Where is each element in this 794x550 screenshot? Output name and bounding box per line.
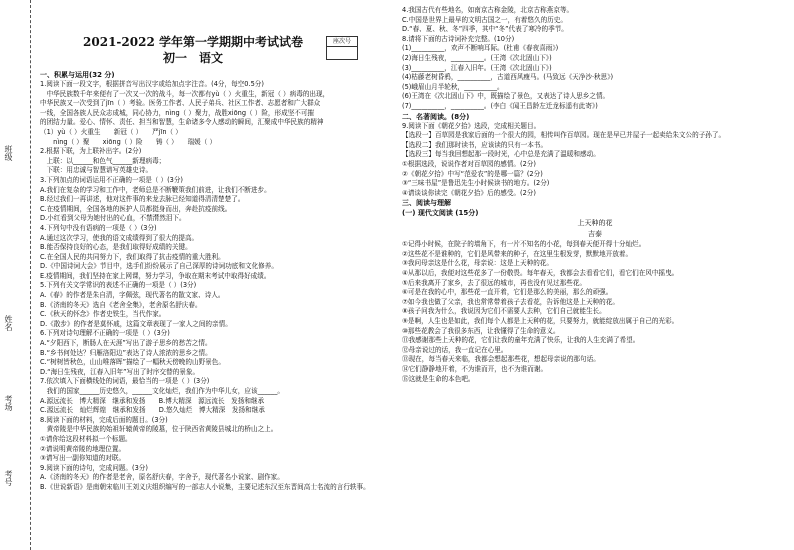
left-line: ①请你给这段材料拟一个标题。: [40, 434, 132, 443]
left-line: 8.阅读下面的材料，完成后面的题目。(3分): [40, 415, 168, 424]
left-line: D.《散步》的作者是莫怀戚，这篇文章表现了一家人之间的亲情。: [40, 319, 232, 328]
left-line: D.“海日生残夜，江春入旧年”写出了时序交替的景象。: [40, 367, 200, 376]
right-line: 【选段二】我们那时读书，应该读的只有一本书。: [402, 140, 548, 149]
left-line: 9.阅读下面的诗句，完成问题。(3分): [40, 463, 148, 472]
right-column: [402, 6, 788, 546]
left-line: C.在全国人民的共同努力下，我们取得了抗击疫情的重大胜利。: [40, 252, 225, 261]
right-line: ⑭它们静静地开着，不为谁而开，也不为谁而谢。: [402, 365, 548, 373]
right-line: ④请谈谈你读完《朝花夕拾》后的感受。(2分): [402, 188, 536, 197]
left-line: 我们的国家______历史悠久，______文化灿烂，我们作为中华儿女，应该______。: [40, 387, 284, 395]
left-line: 中华民族又一次受到了jīn（ ）考验。医务工作者、人民子弟兵、社区工作者、志愿者和广大群众: [40, 99, 321, 108]
left-line: C.《秋天的怀念》作者史铁生，当代作家。: [40, 310, 166, 319]
right-line: ⑨是啊，人生也是如此，我们每个人都是上天种的花，只要努力，就能绽放出属于自己的光彩。: [402, 317, 679, 326]
left-line: A.“夕阳西下，断肠人在天涯”写出了游子思乡的愁苦之情。: [40, 339, 212, 348]
left-line: A.《济南的冬天》的作者是老舍，原名舒庆春，字舍予，现代著名小说家、剧作家。: [40, 473, 284, 482]
right-line: C.中国是世界上最早的文明古国之一，有着悠久的历史。: [402, 15, 567, 24]
left-line: E.疫情期间，我们坚持在家上网课，努力学习，争取在期末考试中取得好成绩。: [40, 271, 271, 280]
right-line: ③“三味书屋”是鲁迅先生小时候读书的地方。(2分): [402, 179, 550, 188]
right-line: ③我问母亲这是什么花，母亲说：这是上天种的花。: [402, 259, 553, 268]
left-line: 黄帝陵是中华民族的始祖轩辕黄帝的陵墓，位于陕西省黄陵县城北的桥山之上。: [40, 425, 278, 434]
right-line: 8.请将下面的古诗词补充完整。(10分): [402, 34, 515, 43]
right-line: 【选段三】每当我回想起那一段时光，心中总是充满了温暖和感动。: [402, 150, 600, 159]
right-line: 吉泰: [588, 230, 602, 239]
left-line: B.经过我们一再讲述，他对这件事的来龙去脉已经知道得清清楚楚了。: [40, 195, 245, 204]
left-line: 下联：用忠诚与智慧谱写英雄史诗。: [40, 166, 153, 175]
exam-title: 2021-2022 学年第一学期期中考试试卷: [83, 35, 303, 49]
right-line: ①记得小时候，在院子的墙角下，有一片不知名的小花，每到春天便开得十分灿烂。: [402, 240, 646, 249]
binding-label-room: 考场: [4, 395, 13, 411]
right-column-body: [402, 6, 788, 384]
left-line: nìng（ ）聚 xiōng（ ）险 铸（ ） 瑞媛（ ）: [40, 137, 217, 146]
left-line: D.《中国诗词大会》节目中，选手们纷纷展示了自己深厚的诗词功底和文化修养。: [40, 262, 278, 271]
left-line: A.源远流长 博大精深 继承和发扬 B.博大精深 源远流长 发扬和继承: [40, 396, 265, 405]
left-line: A.《春》的作者是朱自清，字佩弦，现代著名的散文家、诗人。: [40, 291, 225, 300]
right-line: ④从那以后，我便对这些花多了一份敬畏。每年春天，我都会去看看它们，看它们在风中摇曳。: [402, 269, 679, 278]
left-line: （1）yù（ ）火重生 新冠（ ） 严jīn（ ）: [40, 127, 182, 136]
right-line: ⑤后来我离开了家乡，去了很远的城市，再也没有见过那些花。: [402, 278, 586, 287]
left-column: [40, 6, 386, 546]
right-line: ⑫母亲说过的话，我一直记在心里。: [402, 345, 508, 354]
left-line: C.源远流长 灿烂辉煌 继承和发扬 D.悠久灿烂 博大精深 发扬和继承: [40, 406, 265, 415]
right-line: (4)枯藤老树昏鸦，__________，古道西风瘦马。(马致远《天净沙·秋思》): [402, 73, 614, 82]
right-line: ②这些花不是谁种的，它们是风带来的种子，在这里生根发芽，默默地开放着。: [402, 249, 633, 258]
left-line: C.“树树皆秋色，山山唯落晖”描绘了一幅秋天傍晚的山野景色。: [40, 358, 225, 367]
left-line: 的团结力量。爱心、情怀、责任、担当和智慧，生命诸多令人感动的瞬间，汇聚成中华民族的精神: [40, 118, 324, 127]
left-line: 6.下列对诗句理解不正确的一项是（ ）(3分): [40, 329, 170, 338]
left-line: A.我们在复杂的学习和工作中，老师总是不断鞭策我们前进，让我们不断进步。: [40, 185, 271, 194]
right-line: ⑥可是在我的心中，那些花一直开着，它们是那么的美丽，那么的顽强。: [402, 288, 613, 297]
right-line: 9.阅读下面《朝花夕拾》选段，完成相关题目。: [402, 121, 541, 130]
left-line: 2.根据下联，为上联补出字。(2分): [40, 147, 142, 156]
right-line: ⑬现在，每当春天来临，我都会想起那些花，想起母亲说的那句话。: [402, 355, 600, 364]
left-line: B.“乡书何处达？归雁洛阳边”表达了诗人浓浓的思乡之情。: [40, 348, 212, 357]
right-line: (5)峨眉山月半轮秋，__________。: [402, 82, 504, 91]
left-line: B.能否保持良好的心态，是我们取得好成绩的关键。: [40, 243, 192, 252]
right-line: (7)__________，__________。(李白《闻王昌龄左迁龙标遥有此寄》): [402, 101, 598, 110]
exam-subtitle: 初一 语文: [162, 51, 223, 65]
left-line: A.通过这次学习，使我的语文成绩得到了很大的提高。: [40, 233, 199, 242]
right-line: (1)__________，欢声不断响耳际。(杜甫《春夜喜雨》): [402, 44, 559, 53]
left-line: D.小红看到父母为她付出的心血，不禁潸然泪下。: [40, 214, 186, 223]
right-line: ⑩那些花教会了我很多东西，让我懂得了生命的意义。: [402, 326, 560, 335]
binding-label-class: 班级: [4, 145, 13, 161]
binding-margin: [0, 0, 36, 550]
left-line: 4.下列句中没有语病的一项是（ ）(3分): [40, 223, 157, 232]
left-line: C.在疫情期间，全国各地的医护人员都挺身而出，奔赴抗疫前线。: [40, 204, 232, 213]
binding-label-name: 姓名: [4, 315, 13, 331]
left-line: 一、积累与运用(32 分): [40, 71, 115, 79]
right-line: D.“春、夏、秋、冬”四季，其中“冬”代表了寒冷的季节。: [402, 25, 568, 34]
right-line: 二、名著阅读。(8分): [402, 112, 470, 121]
right-line: (3)__________，江春入旧年。(王湾《次北固山下》): [402, 63, 552, 72]
right-line: ⑦如今我也做了父亲，我也常常带着孩子去看花，告诉他这是上天种的花。: [402, 297, 619, 306]
left-line: B.《世说新语》是南朝宋临川王刘义庆组织编写的一部志人小说集，主要记述东汉至东晋间高士名流的言行轶事。: [40, 482, 370, 491]
left-line: 7.依次填入下面横线处的词语，最恰当的一项是（ ）(3分): [40, 377, 210, 386]
left-line: 中华民族数千年来便有了一次又一次的战斗，每一次都有yù（ ）火重生，新冠（ ）病毒的出现，: [40, 89, 330, 98]
left-line: 1.阅读下面一段文字，根据拼音写出汉字或给加点字注音。(4分，每空0.5分): [40, 80, 264, 88]
seat-number-label: 座次号: [327, 37, 357, 47]
binding-label-number: 考号: [4, 470, 13, 486]
left-line: 上联：以______和色气______新理病毒；: [40, 156, 166, 165]
left-line: 一线，全国各族人民众志成城，同心协力，nìng（ ）聚力，战胜xiōng（ ）险，形成坚不可摧: [40, 108, 315, 117]
right-line: 【选段一】百草园是我家后面的一个很大的园，相传叫作百草园。现在是早已并屋子一起卖给朱文公的子孙了。: [402, 131, 726, 140]
left-column-body: [40, 70, 386, 493]
right-line: ⑮这就是生命的本色吧。: [402, 374, 475, 383]
left-line: B.《济南的冬天》选自《老舍全集》，老舍原名舒庆春。: [40, 300, 202, 309]
right-line: (6)王湾在《次北固山下》中，既描绘了景色，又表达了诗人思乡之情。: [402, 92, 610, 101]
seat-number-box: [326, 36, 358, 60]
right-line: ①根据选段，说说作者对百草园的感情。(2分): [402, 159, 536, 168]
left-line: ②请说明黄帝陵的地理位置。: [40, 444, 126, 453]
right-line: ②《朝花夕拾》中写“范爱农”的是哪一篇？(2分): [402, 169, 543, 178]
right-line: ⑧孩子问我为什么，我说因为它们不需要人去种，它们自己就能生长。: [402, 307, 606, 316]
right-line: 三、阅读与理解: [402, 199, 451, 208]
left-line: 5.下列有关文学常识的表述不正确的一项是（ ）(3分): [40, 281, 197, 290]
right-line: 4.我国古代有些地名，如南京古称金陵，北京古称燕京等。: [402, 6, 574, 14]
right-line: ⑪我感谢那些上天种的花，它们让我的童年充满了快乐，让我的人生充满了希望。: [402, 336, 640, 345]
left-line: ③请写出一副你知道的对联。: [40, 454, 126, 463]
binding-dashed-line: [30, 0, 31, 550]
right-line: (一) 现代文阅读 (15分): [402, 209, 479, 218]
right-line: (2)海日生残夜，__________。(王湾《次北固山下》): [402, 53, 552, 62]
right-line: 上天种的花: [577, 219, 613, 228]
left-line: 3.下列加点的词语运用不正确的一项是（ ）(3分): [40, 175, 184, 184]
